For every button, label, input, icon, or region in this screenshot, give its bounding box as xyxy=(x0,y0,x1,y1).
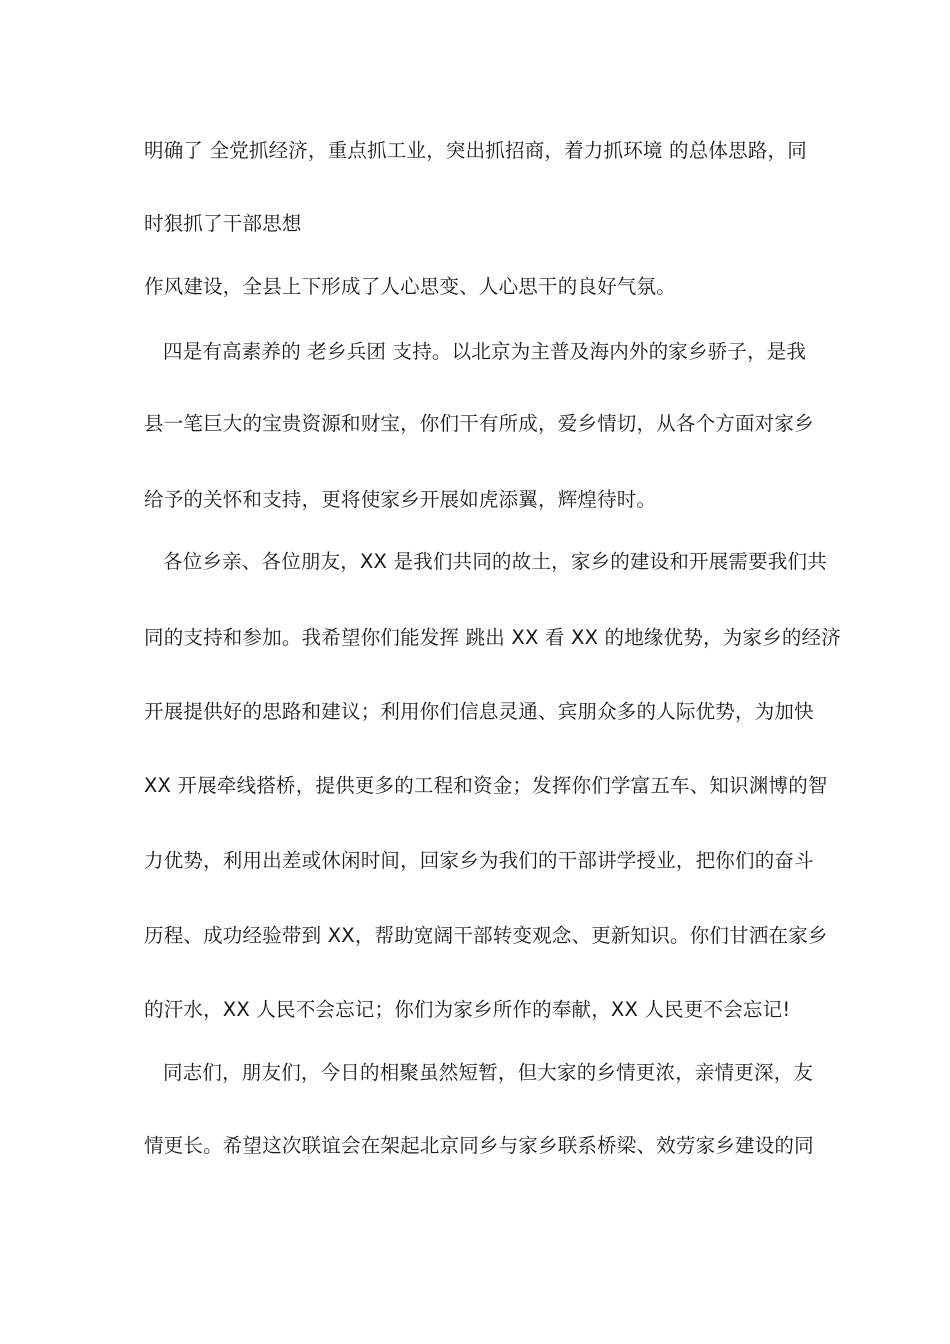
text-line: 明确了 全党抓经济，重点抓工业，突出抓招商，着力抓环境 的总体思路，同 xyxy=(144,139,807,162)
paragraph-start-line: 四是有高素养的 老乡兵团 支持。以北京为主普及海内外的家乡骄子，是我 xyxy=(163,340,807,363)
text-line: XX 开展牵线搭桥，提供更多的工程和资金；发挥你们学富五车、知识渊博的智 xyxy=(144,774,828,797)
text-line: 县一笔巨大的宝贵资源和财宝，你们干有所成，爱乡情切，从各个方面对家乡 xyxy=(144,412,814,435)
text-line: 力优势，利用出差或休闲时间，回家乡为我们的干部讲学授业，把你们的奋斗 xyxy=(144,849,814,872)
paragraph-start-line: 同志们，朋友们，今日的相聚虽然短暂，但大家的乡情更浓，亲情更深，友 xyxy=(163,1061,814,1084)
text-line: 历程、成功经验带到 XX，帮助宽阔干部转变观念、更新知识。你们甘洒在家乡 xyxy=(144,924,828,947)
text-line: 同的支持和参加。我希望你们能发挥 跳出 XX 看 XX 的地缘优势，为家乡的经济 xyxy=(144,626,841,649)
text-line: 的汗水，XX 人民不会忘记；你们为家乡所作的奉献，XX 人民更不会忘记! xyxy=(144,998,791,1021)
text-line: 给予的关怀和支持，更将使家乡开展如虎添翼，辉煌待时。 xyxy=(144,488,657,511)
text-line: 时狠抓了干部思想 xyxy=(144,212,302,235)
text-line: 开展提供好的思路和建议；利用你们信息灵通、宾朋众多的人际优势，为加快 xyxy=(144,700,814,723)
text-line: 情更长。希望这次联谊会在架起北京同乡与家乡联系桥梁、效劳家乡建设的同 xyxy=(144,1134,814,1157)
paragraph-start-line: 各位乡亲、各位朋友，XX 是我们共同的故土，家乡的建设和开展需要我们共 xyxy=(163,550,827,573)
text-line: 作风建设，全县上下形成了人心思变、人心思干的良好气氛。 xyxy=(144,275,676,298)
